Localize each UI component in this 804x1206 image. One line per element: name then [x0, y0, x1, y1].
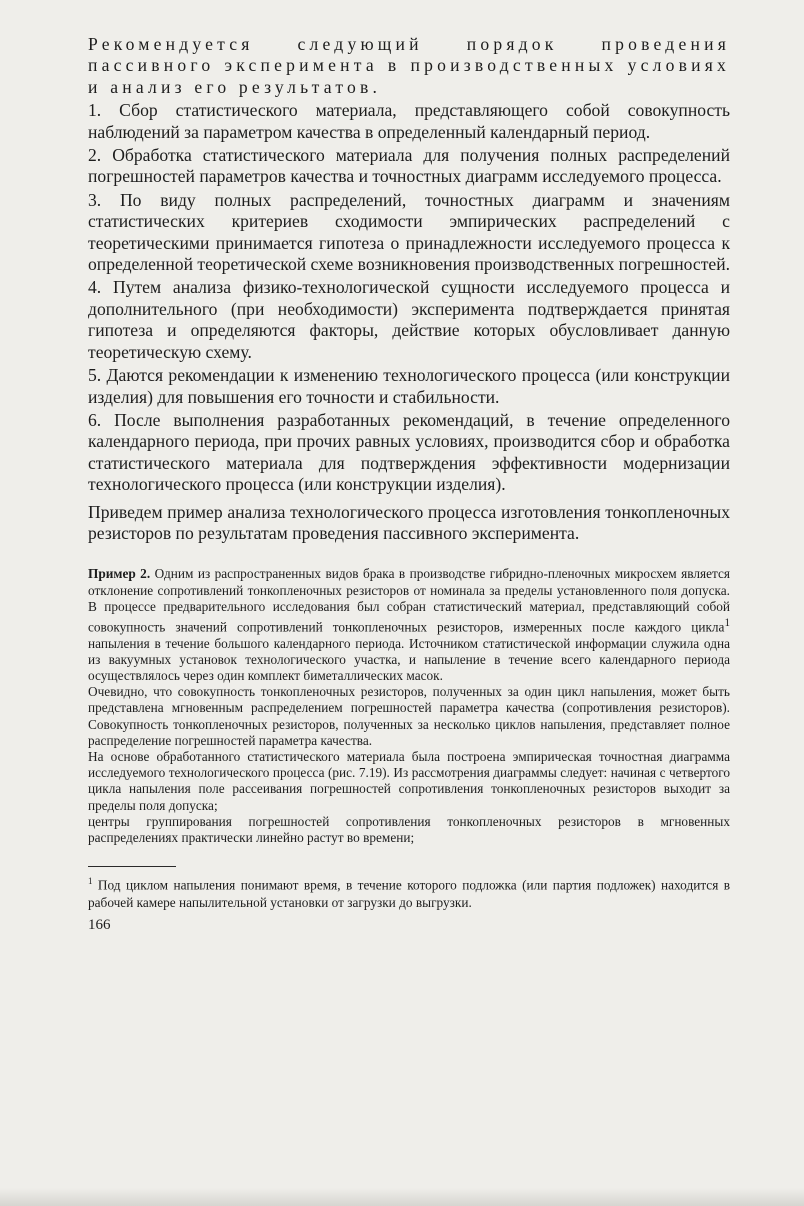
- page-number: 166: [88, 916, 111, 933]
- footnote-text: Под циклом напыления понимают время, в течение которого подложка (или партия подложек) находится в рабочей камере напылительной установки от загрузки до выгрузки.: [88, 877, 731, 910]
- example-paragraph-3: На основе обработанного статистического материала была построена эмпирическая точностная диаграмма исследуемого технологического процесса (рис. 7.19). Из рассмотрения диаграммы следует: начиная с четвертого цикла напыления поле рассеивания погрешностей сопротивления тонкопленочных резисторов выходит за пределы поля допуска;: [88, 749, 730, 813]
- step-2: 2. Обработка статистического материала для получения полных распределений погрешностей параметров качества и точностных диаграмм исследуемого процесса.: [88, 145, 730, 187]
- example-text-1-tail: напыления в течение большого календарного периода. Источником статистической информации служила одна из вакуумных установок технологического участка, и напыление в течение всего календарного периода осуществлялось через один комплект биметаллических масок.: [88, 635, 730, 683]
- step-6: 6. После выполнения разработанных рекомендаций, в течение определенного календарного периода, при прочих равных условиях, производится сбор и обработка статистического материала для подтверждения эффективности модернизации технологического процесса (или конструкции изделия).: [88, 409, 730, 495]
- step-4: 4. Путем анализа физико-технологической сущности исследуемого процесса и дополнительного (при необходимости) эксперимента подтверждается принятая гипотеза и определяются факторы, действие которых обусловливает данную теоретическую схему.: [88, 277, 730, 362]
- step-1: 1. Сбор статистического материала, представляющего собой совокупность наблюдений за параметром качества в определенный календарный период.: [88, 100, 730, 142]
- example-paragraph-1: [88, 566, 730, 684]
- scan-edge: [0, 1188, 804, 1206]
- step-3: 3. По виду полных распределений, точностных диаграмм и значениям статистических критериев сходимости эмпирических распределений с теоретическими принимается гипотеза о принадлежности исследуемого процесса к определенной теоретической схеме возникновения производственных погрешностей.: [88, 189, 731, 275]
- footnote: [88, 873, 730, 910]
- example-paragraph-2: Очевидно, что совокупность тонкопленочных резисторов, полученных за один цикл напыления, может быть представлена мгновенным распределением погрешностей параметра качества (сопротивления резисторов). Совокупность тонкопленочных резисторов, полученных за несколько циклов напыления, представляет полное распределение погрешностей параметра качества.: [88, 684, 730, 748]
- step-5: 5. Даются рекомендации к изменению технологического процесса (или конструкции изделия) для повышения его точности и стабильности.: [88, 365, 730, 407]
- footnote-mark: 1: [88, 876, 93, 887]
- example-intro: Приведем пример анализа технологического процесса изготовления тонкопленочных резисторов по результатам проведения пассивного эксперимента.: [88, 501, 730, 543]
- example-lead: Пример 2.: [88, 566, 151, 582]
- footnote-ref: 1: [724, 616, 730, 629]
- book-page: [88, 34, 730, 934]
- example-text-1: Одним из распространенных видов брака в производстве гибридно-пленочных микросхем является отклонение сопротивлений тонкопленочных резисторов от номинала за пределы установленного поля допуска. В процессе предварительного исследования был собран статистический материал, представляющий собой совокупность значений сопротивлений тонкопленочных резисторов, измеренных после каждого цикла: [88, 566, 731, 635]
- section-heading: Рекомендуется следующий порядок проведения пассивного эксперимента в производственных условиях и анализ его результатов.: [88, 34, 730, 97]
- example-paragraph-4: центры группирования погрешностей сопротивления тонкопленочных резисторов в мгновенных распределениях практически линейно растут во времени;: [88, 813, 730, 846]
- footnote-divider: [88, 866, 176, 867]
